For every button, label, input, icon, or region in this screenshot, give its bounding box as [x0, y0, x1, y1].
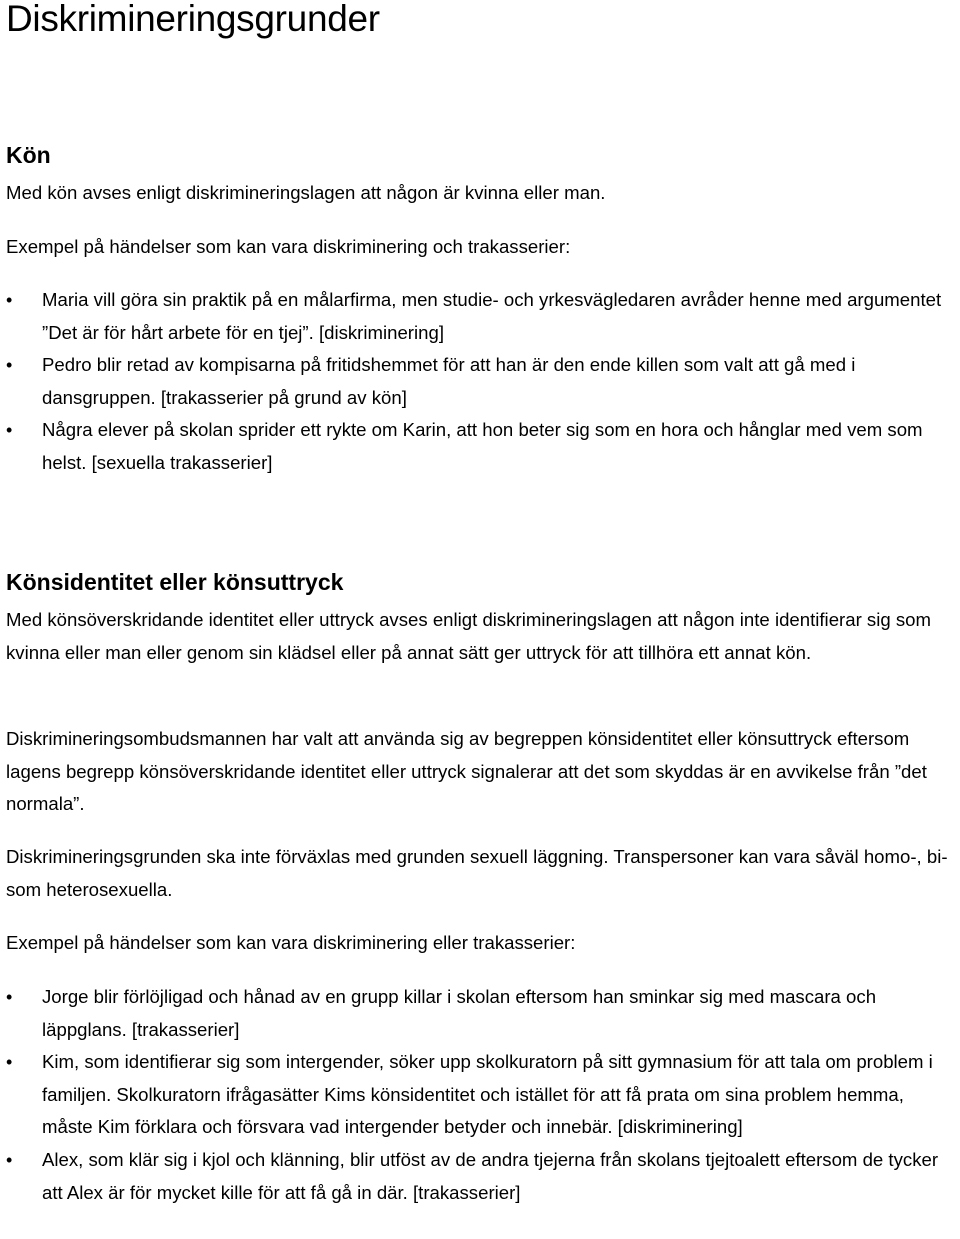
list-item	[6, 981, 954, 1046]
list-item-text: Jorge blir förlöjligad och hånad av en grupp killar i skolan eftersom han sminkar sig med mascara och läppglans. [trakasserier]	[42, 986, 877, 1040]
bullet-icon: •	[6, 987, 13, 1007]
bullet-icon: •	[6, 1052, 13, 1073]
list-item-text: Några elever på skolan sprider ett rykte om Karin, att hon beter sig som en hora och hånglar med vem som helst. [sexuella trakasserier]	[42, 419, 923, 473]
list-item	[6, 414, 954, 479]
kon-definition: Med kön avses enligt diskrimineringslagen att någon är kvinna eller man.	[6, 182, 606, 203]
list-item	[6, 1144, 954, 1209]
distinction-paragraph: Diskrimineringsgrunden ska inte förväxlas med grunden sexuell läggning. Transpersoner kan vara såväl homo-, bi- som heterosexuella.	[6, 846, 948, 900]
kon-examples-intro: Exempel på händelser som kan vara diskriminering och trakasserier:	[6, 236, 571, 257]
bullet-icon: •	[6, 290, 13, 310]
list-item	[6, 349, 954, 414]
bullet-icon: •	[6, 420, 13, 441]
list-item-text: Kim, som identifierar sig som intergender, söker upp skolkuratorn på sitt gymnasium för att tala om problem i familjen. Skolkuratorn ifrågasätter Kims könsidentitet och istället för att få prata om sina problem hemma, måste Kim förklara och försvara vad intergender betyder och innebär. [diskriminering]	[42, 1051, 933, 1138]
list-item-text: Alex, som klär sig i kjol och klänning, blir utföst av de andra tjejerna från skolans tjejtoalett eftersom de tycker att Alex är för mycket kille för att få gå in där. [trakasserier]	[42, 1148, 939, 1203]
bullet-icon: •	[6, 1149, 13, 1170]
section-heading-konsidentitet: Könsidentitet eller könsuttryck	[6, 569, 344, 595]
konsidentitet-definition: Med könsöverskridande identitet eller uttryck avses enligt diskrimineringslagen att någon inte identifierar sig som kvinna eller man eller genom sin klädsel eller på annat sätt ger uttryck för att tillhöra ett annat kön.	[6, 609, 931, 663]
kon-examples-list	[6, 284, 954, 480]
konsidentitet-examples-list	[6, 981, 954, 1209]
list-item-text: Maria vill göra sin praktik på en målarfirma, men studie- och yrkesvägledaren avråder henne med argumentet ”Det är för hårt arbete för en tjej”. [diskriminering]	[42, 289, 942, 343]
list-item-text: Pedro blir retad av kompisarna på fritidshemmet för att han är den ende killen som valt att gå med i dansgruppen. [trakasserier på grund av kön]	[42, 354, 856, 408]
ombudsman-paragraph: Diskrimineringsombudsmannen har valt att använda sig av begreppen könsidentitet eller könsuttryck eftersom lagens begrepp könsöverskridande identitet eller uttryck signalerar att det som skyddas är en avvikelse från ”det normala”.	[6, 728, 927, 815]
section-heading-kon: Kön	[6, 142, 51, 168]
list-item	[6, 1046, 954, 1144]
document-title: Diskrimineringsgrunder	[6, 0, 380, 39]
bullet-icon: •	[6, 355, 13, 376]
konsidentitet-examples-intro: Exempel på händelser som kan vara diskriminering eller trakasserier:	[6, 932, 576, 953]
list-item	[6, 284, 954, 349]
